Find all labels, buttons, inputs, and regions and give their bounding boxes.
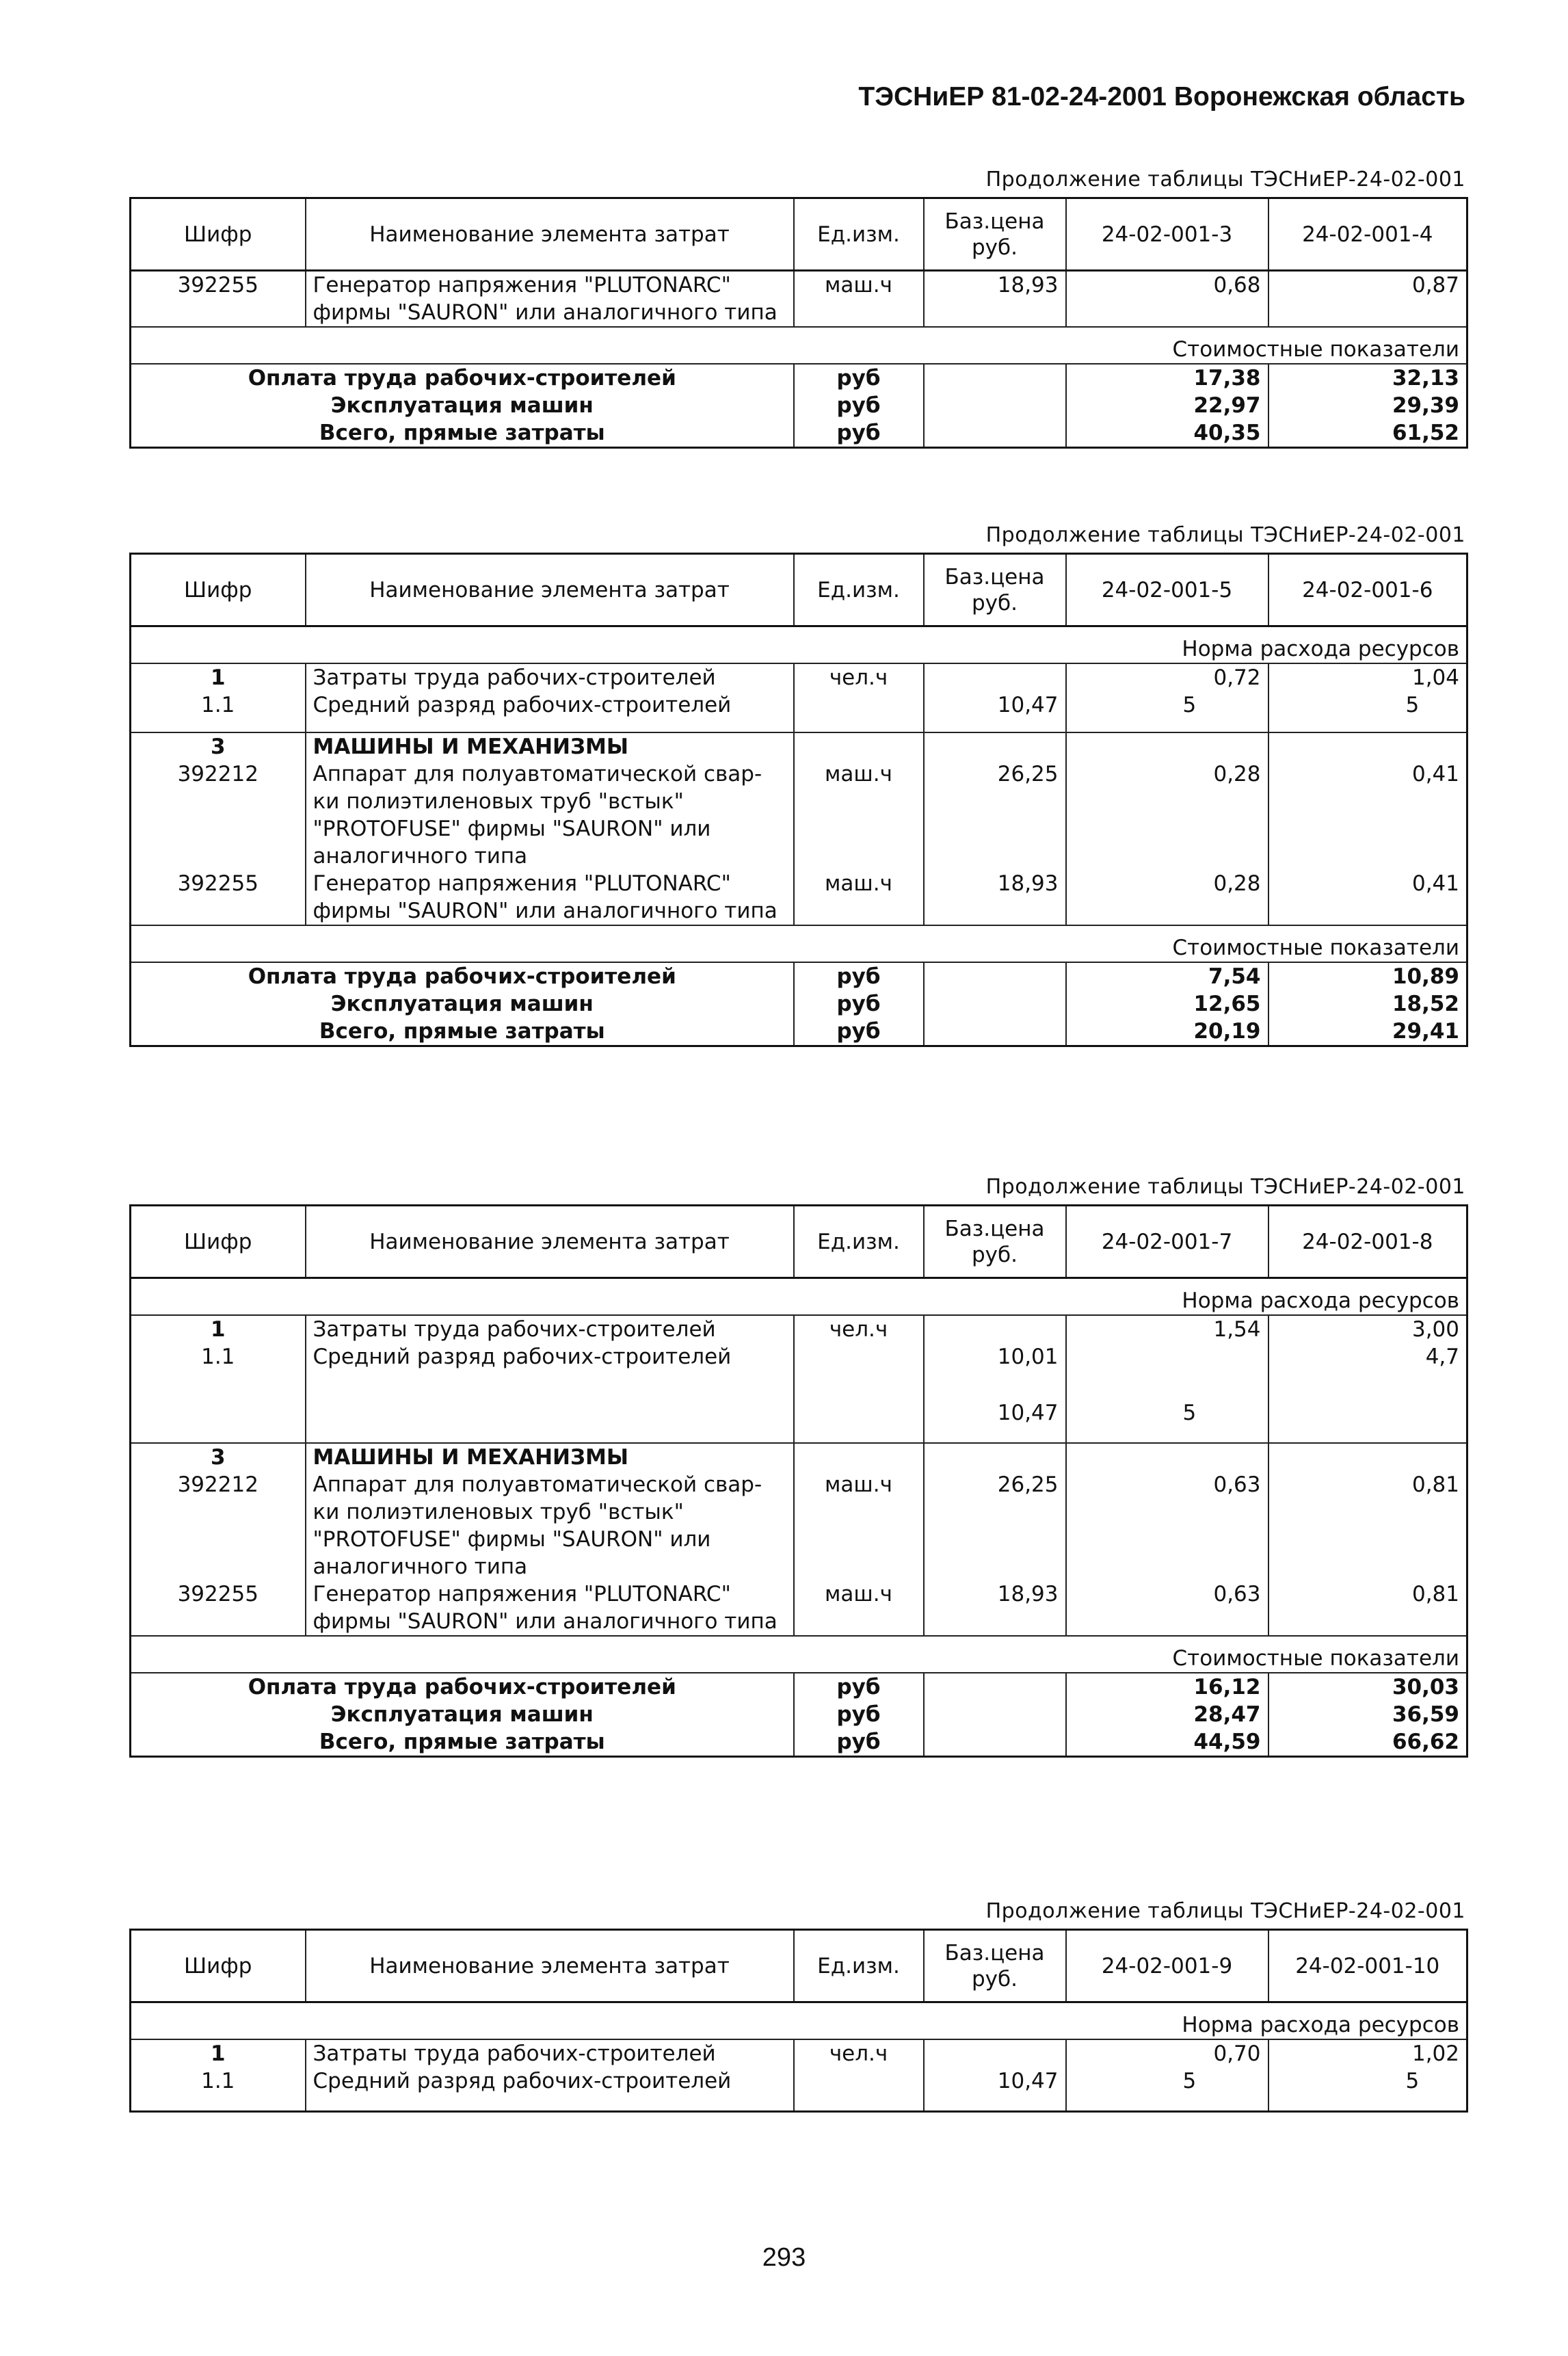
row-value-a: 0,63 <box>1066 1471 1268 1580</box>
summary-label: Оплата труда рабочих-строителей <box>131 1673 794 1701</box>
summary-value-a: 20,19 <box>1066 1018 1268 1046</box>
summary-value-a: 22,97 <box>1066 392 1268 419</box>
row-name: Затраты труда рабочих-строителей <box>306 2039 794 2067</box>
row-code: 392255 <box>131 870 306 925</box>
row-price: 18,93 <box>924 271 1066 328</box>
table-caption: Продолжение таблицы ТЭСНиЕР-24-02-001 <box>985 1899 1465 1923</box>
row-price: 10,47 <box>924 2067 1066 2111</box>
summary-value-b: 10,89 <box>1268 962 1467 990</box>
row-name <box>306 1399 794 1443</box>
col-header-code: Шифр <box>131 198 306 271</box>
section-label: Стоимостные показатели <box>131 925 1467 962</box>
table-header-row <box>131 554 1467 626</box>
group-row <box>131 732 1467 760</box>
col-header-unit: Ед.изм. <box>794 554 924 626</box>
summary-row <box>131 1701 1467 1728</box>
col-header-name: Наименование элемента затрат <box>306 554 794 626</box>
summary-value-a: 40,35 <box>1066 419 1268 448</box>
row-unit: чел.ч <box>794 663 924 691</box>
row-unit <box>794 691 924 732</box>
row-code: 1.1 <box>131 2067 306 2111</box>
table-row <box>131 2039 1467 2067</box>
resource-table-4 <box>129 1929 1468 2113</box>
row-name: Генератор напряжения "PLUTONARC" фирмы "SAURON" или аналогичного типа <box>306 870 794 925</box>
summary-value-a: 7,54 <box>1066 962 1268 990</box>
row-unit: маш.ч <box>794 1580 924 1636</box>
section-row <box>131 925 1467 962</box>
col-header-price: Баз.цена руб. <box>924 554 1066 626</box>
table-caption: Продолжение таблицы ТЭСНиЕР-24-02-001 <box>985 168 1465 191</box>
table-row <box>131 2067 1467 2111</box>
summary-value-a: 16,12 <box>1066 1673 1268 1701</box>
summary-value-a: 44,59 <box>1066 1728 1268 1757</box>
row-value-b: 0,87 <box>1268 271 1467 328</box>
col-header-b: 24-02-001-8 <box>1268 1206 1467 1278</box>
row-value-a <box>1066 1343 1268 1399</box>
col-header-code: Шифр <box>131 1206 306 1278</box>
summary-value-b: 18,52 <box>1268 990 1467 1018</box>
row-unit: маш.ч <box>794 1471 924 1580</box>
row-unit: маш.ч <box>794 271 924 328</box>
row-code: 392212 <box>131 1471 306 1580</box>
row-name: Средний разряд рабочих-строителей <box>306 2067 794 2111</box>
section-row <box>131 327 1467 364</box>
summary-unit: руб <box>794 419 924 448</box>
col-header-b: 24-02-001-6 <box>1268 554 1467 626</box>
row-price: 26,25 <box>924 760 1066 870</box>
summary-unit: руб <box>794 962 924 990</box>
col-header-unit: Ед.изм. <box>794 198 924 271</box>
row-unit: чел.ч <box>794 2039 924 2067</box>
row-value-a: 0,28 <box>1066 760 1268 870</box>
summary-label: Эксплуатация машин <box>131 392 794 419</box>
col-header-a: 24-02-001-3 <box>1066 198 1268 271</box>
row-value-b: 4,7 <box>1268 1343 1467 1399</box>
summary-unit: руб <box>794 392 924 419</box>
page-number: 293 <box>762 2243 806 2272</box>
table-row <box>131 1315 1467 1343</box>
summary-unit: руб <box>794 990 924 1018</box>
table-row <box>131 1343 1467 1399</box>
row-value-a: 1,54 <box>1066 1315 1268 1343</box>
row-value-b: 0,41 <box>1268 870 1467 925</box>
row-name: МАШИНЫ И МЕХАНИЗМЫ <box>306 1443 794 1471</box>
col-header-name: Наименование элемента затрат <box>306 1930 794 2002</box>
row-code: 392255 <box>131 1580 306 1636</box>
row-unit: чел.ч <box>794 1315 924 1343</box>
summary-unit: руб <box>794 364 924 392</box>
row-name: Генератор напряжения "PLUTONARC" фирмы "SAURON" или аналогичного типа <box>306 1580 794 1636</box>
col-header-price: Баз.цена руб. <box>924 198 1066 271</box>
row-code <box>131 1399 306 1443</box>
row-unit: маш.ч <box>794 760 924 870</box>
summary-label: Эксплуатация машин <box>131 990 794 1018</box>
row-code: 1 <box>131 2039 306 2067</box>
row-price <box>924 1315 1066 1343</box>
section-label: Норма расхода ресурсов <box>131 2002 1467 2040</box>
col-header-code: Шифр <box>131 554 306 626</box>
table-row <box>131 271 1467 328</box>
summary-row <box>131 962 1467 990</box>
row-price: 10,01 <box>924 1343 1066 1399</box>
row-price: 18,93 <box>924 870 1066 925</box>
resource-table-3 <box>129 1204 1468 1758</box>
row-code: 1 <box>131 663 306 691</box>
summary-value-b: 32,13 <box>1268 364 1467 392</box>
row-name: Затраты труда рабочих-строителей <box>306 663 794 691</box>
summary-label: Всего, прямые затраты <box>131 1728 794 1757</box>
summary-row <box>131 419 1467 448</box>
summary-value-b: 29,39 <box>1268 392 1467 419</box>
summary-row <box>131 364 1467 392</box>
row-price: 10,47 <box>924 1399 1066 1443</box>
row-value-a: 5 <box>1066 691 1268 732</box>
summary-label: Всего, прямые затраты <box>131 419 794 448</box>
row-value-b: 1,04 <box>1268 663 1467 691</box>
summary-value-b: 61,52 <box>1268 419 1467 448</box>
row-price <box>924 663 1066 691</box>
row-code: 1.1 <box>131 691 306 732</box>
table-caption: Продолжение таблицы ТЭСНиЕР-24-02-001 <box>985 523 1465 547</box>
row-name: МАШИНЫ И МЕХАНИЗМЫ <box>306 732 794 760</box>
row-price: 26,25 <box>924 1471 1066 1580</box>
row-name: Затраты труда рабочих-строителей <box>306 1315 794 1343</box>
table-header-row <box>131 198 1467 271</box>
row-code: 3 <box>131 732 306 760</box>
col-header-price: Баз.цена руб. <box>924 1930 1066 2002</box>
group-row <box>131 1443 1467 1471</box>
col-header-unit: Ед.изм. <box>794 1930 924 2002</box>
row-value-b: 1,02 <box>1268 2039 1467 2067</box>
resource-table-1 <box>129 197 1468 449</box>
col-header-name: Наименование элемента затрат <box>306 198 794 271</box>
summary-value-b: 29,41 <box>1268 1018 1467 1046</box>
summary-label: Всего, прямые затраты <box>131 1018 794 1046</box>
summary-row <box>131 1728 1467 1757</box>
col-header-name: Наименование элемента затрат <box>306 1206 794 1278</box>
summary-unit: руб <box>794 1018 924 1046</box>
table-row <box>131 870 1467 925</box>
col-header-b: 24-02-001-4 <box>1268 198 1467 271</box>
row-code: 392212 <box>131 760 306 870</box>
row-value-a: 5 <box>1066 1399 1268 1443</box>
col-header-code: Шифр <box>131 1930 306 2002</box>
row-unit: маш.ч <box>794 870 924 925</box>
col-header-a: 24-02-001-9 <box>1066 1930 1268 2002</box>
row-value-b: 0,81 <box>1268 1471 1467 1580</box>
row-code: 1 <box>131 1315 306 1343</box>
table-row <box>131 663 1467 691</box>
table-row <box>131 1471 1467 1580</box>
row-unit <box>794 1343 924 1399</box>
row-name: Аппарат для полуавтоматической свар- ки полиэтиленовых труб "встык" "PROTOFUSE" фирмы "SAURON" или аналогичного типа <box>306 760 794 870</box>
summary-label: Оплата труда рабочих-строителей <box>131 364 794 392</box>
row-value-a: 0,68 <box>1066 271 1268 328</box>
row-value-a: 0,70 <box>1066 2039 1268 2067</box>
table-header-row <box>131 1930 1467 2002</box>
summary-label: Эксплуатация машин <box>131 1701 794 1728</box>
summary-unit: руб <box>794 1701 924 1728</box>
summary-value-a: 28,47 <box>1066 1701 1268 1728</box>
summary-unit: руб <box>794 1673 924 1701</box>
summary-row <box>131 392 1467 419</box>
section-label: Стоимостные показатели <box>131 327 1467 364</box>
col-header-a: 24-02-001-7 <box>1066 1206 1268 1278</box>
table-row <box>131 760 1467 870</box>
summary-row <box>131 990 1467 1018</box>
row-price <box>924 2039 1066 2067</box>
section-row <box>131 1278 1467 1316</box>
summary-value-a: 12,65 <box>1066 990 1268 1018</box>
summary-unit: руб <box>794 1728 924 1757</box>
row-name: Средний разряд рабочих-строителей <box>306 691 794 732</box>
row-value-b: 3,00 <box>1268 1315 1467 1343</box>
col-header-b: 24-02-001-10 <box>1268 1930 1467 2002</box>
section-row <box>131 1636 1467 1673</box>
row-code: 3 <box>131 1443 306 1471</box>
section-row <box>131 2002 1467 2040</box>
row-unit <box>794 1399 924 1443</box>
row-value-b <box>1268 1399 1467 1443</box>
row-price: 18,93 <box>924 1580 1066 1636</box>
table-row <box>131 1399 1467 1443</box>
section-label: Норма расхода ресурсов <box>131 626 1467 664</box>
summary-value-a: 17,38 <box>1066 364 1268 392</box>
summary-row <box>131 1673 1467 1701</box>
table-row <box>131 691 1467 732</box>
row-name: Средний разряд рабочих-строителей <box>306 1343 794 1399</box>
col-header-price: Баз.цена руб. <box>924 1206 1066 1278</box>
row-value-a: 5 <box>1066 2067 1268 2111</box>
col-header-unit: Ед.изм. <box>794 1206 924 1278</box>
row-name: Генератор напряжения "PLUTONARC" фирмы "SAURON" или аналогичного типа <box>306 271 794 328</box>
col-header-a: 24-02-001-5 <box>1066 554 1268 626</box>
row-value-a: 0,63 <box>1066 1580 1268 1636</box>
table-header-row <box>131 1206 1467 1278</box>
summary-row <box>131 1018 1467 1046</box>
row-value-a: 0,28 <box>1066 870 1268 925</box>
summary-value-b: 30,03 <box>1268 1673 1467 1701</box>
section-label: Норма расхода ресурсов <box>131 1278 1467 1316</box>
summary-label: Оплата труда рабочих-строителей <box>131 962 794 990</box>
row-value-a: 0,72 <box>1066 663 1268 691</box>
section-label: Стоимостные показатели <box>131 1636 1467 1673</box>
row-value-b: 0,41 <box>1268 760 1467 870</box>
row-code: 1.1 <box>131 1343 306 1399</box>
resource-table-2 <box>129 553 1468 1047</box>
row-value-b: 5 <box>1268 691 1467 732</box>
summary-value-b: 36,59 <box>1268 1701 1467 1728</box>
row-value-b: 0,81 <box>1268 1580 1467 1636</box>
row-price: 10,47 <box>924 691 1066 732</box>
table-row <box>131 1580 1467 1636</box>
table-caption: Продолжение таблицы ТЭСНиЕР-24-02-001 <box>985 1175 1465 1199</box>
summary-value-b: 66,62 <box>1268 1728 1467 1757</box>
document-header: ТЭСНиЕР 81-02-24-2001 Воронежская область <box>858 82 1465 111</box>
row-name: Аппарат для полуавтоматической свар- ки полиэтиленовых труб "встык" "PROTOFUSE" фирмы "SAURON" или аналогичного типа <box>306 1471 794 1580</box>
section-row <box>131 626 1467 664</box>
row-code: 392255 <box>131 271 306 328</box>
row-unit <box>794 2067 924 2111</box>
row-value-b: 5 <box>1268 2067 1467 2111</box>
